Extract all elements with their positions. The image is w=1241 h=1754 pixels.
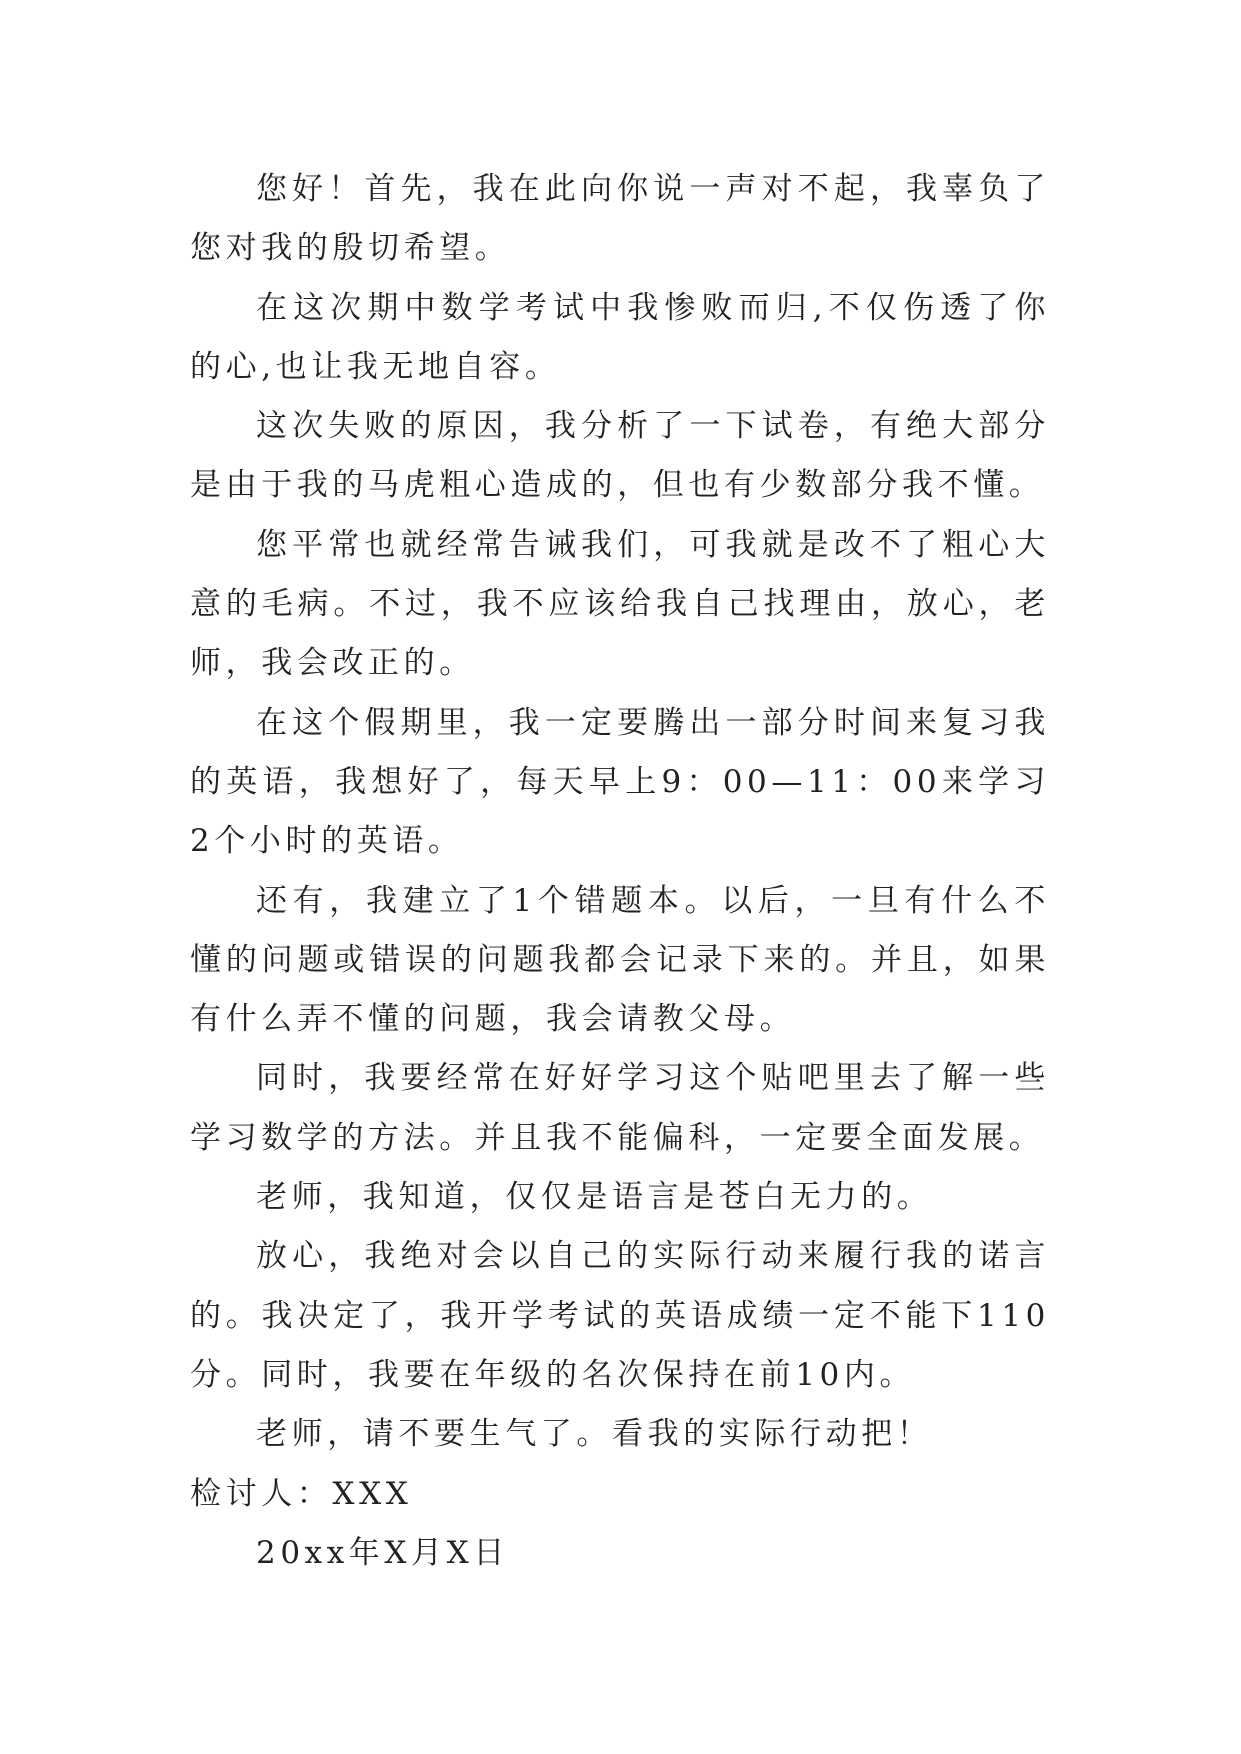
paragraph-words-powerless: 老师，我知道，仅仅是语言是苍白无力的。 — [256, 1179, 933, 1216]
paragraph-holiday-plan: 在这个假期里，我一定要腾出一部分时间来复习我的英语，我想好了，每天早上9：00—11：00来学习2个小时的英语。 — [190, 704, 1050, 860]
paragraph-reason: 这次失败的原因，我分析了一下试卷，有绝大部分是由于我的马虎粗心造成的，但也有少数部分我不懂。 — [190, 408, 1050, 504]
paragraph-mistake-notebook: 还有，我建立了1个错题本。以后，一旦有什么不懂的问题或错误的问题我都会记录下来的。并且，如果有什么弄不懂的问题，我会请教父母。 — [190, 882, 1050, 1038]
date: 20xx年X月X日 — [256, 1534, 509, 1571]
paragraph-study-methods: 同时，我要经常在好好学习这个贴吧里去了解一些学习数学的方法。并且我不能偏科，一定要全面发展。 — [190, 1060, 1050, 1156]
paragraph-promise: 放心，我绝对会以自己的实际行动来履行我的诺言的。我决定了，我开学考试的英语成绩一定不能下110分。同时，我要在年级的名次保持在前10内。 — [190, 1238, 1050, 1393]
letter-body — [190, 160, 1050, 1583]
signature: 检讨人：XXX — [190, 1475, 413, 1512]
paragraph-exam-failure: 在这次期中数学考试中我惨败而归,不仅伤透了你的心,也让我无地自容。 — [190, 289, 1050, 385]
paragraph-carelessness: 您平常也就经常告诫我们，可我就是改不了粗心大意的毛病。不过，我不应该给我自己找理由，放心，老师，我会改正的。 — [190, 526, 1050, 682]
paragraph-closing: 老师，请不要生气了。看我的实际行动把！ — [256, 1416, 933, 1453]
paragraph-greeting: 您好！首先，我在此向你说一声对不起，我辜负了您对我的殷切希望。 — [190, 171, 1050, 267]
